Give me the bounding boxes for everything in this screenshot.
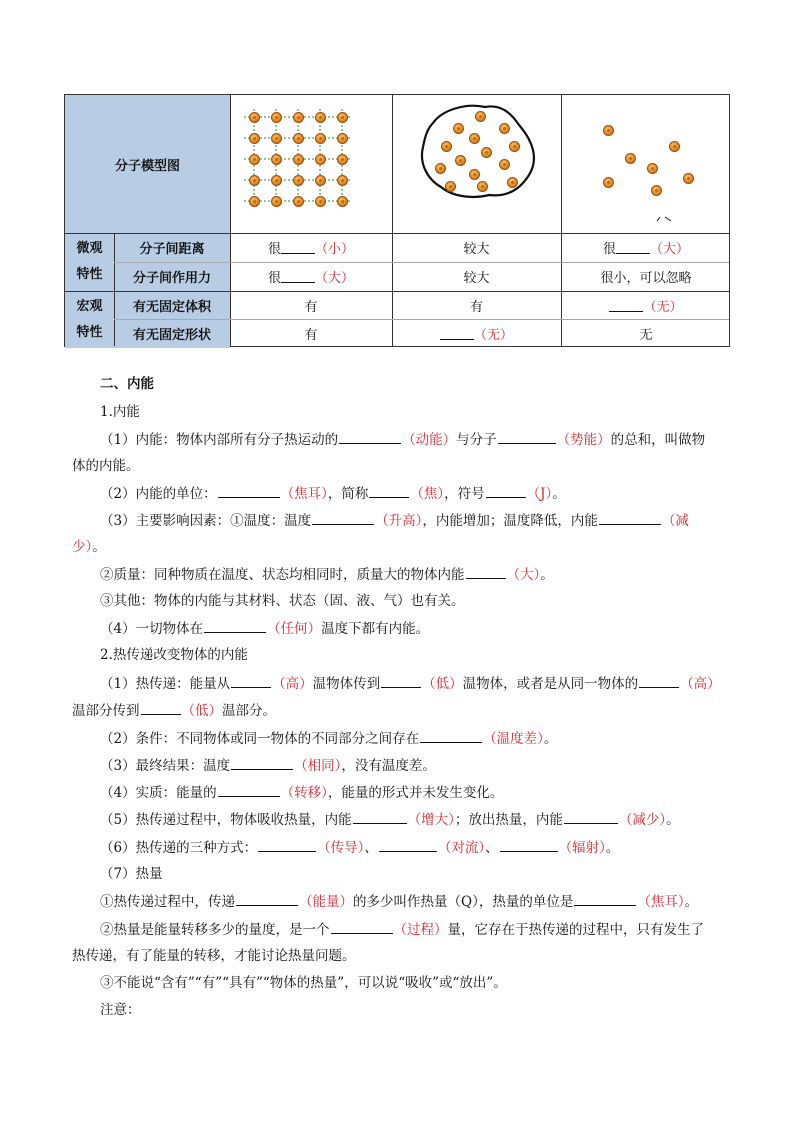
solid-force-cell	[230, 262, 392, 291]
molecule-icon	[435, 163, 446, 174]
text: 体的内能。	[72, 458, 140, 474]
molecule-icon	[315, 196, 326, 207]
blank-line	[331, 920, 393, 934]
state-comparison-table	[64, 94, 730, 347]
text: ，内能增加；温度降低，内能	[422, 513, 598, 529]
text: 。	[605, 840, 620, 856]
model-label-cell	[65, 95, 230, 233]
text: （7）热量	[100, 866, 163, 882]
micro-label-2: 特性	[76, 267, 103, 282]
text: ③不能说“含有”“有”“具有”“物体的热量”，可以说“吸收”或“放出”。	[100, 975, 507, 991]
solid-distance-prefix: 很	[267, 242, 281, 257]
text: 热传递，有了能量的转移，才能讨论热量问题。	[72, 948, 356, 964]
gas-force-cell	[561, 262, 731, 291]
text: 温部分传到	[72, 703, 140, 719]
text: （5）热传递过程中，物体吸收热量，内能	[100, 812, 352, 828]
molecule-icon	[469, 133, 480, 144]
liquid-shape-cell	[392, 319, 561, 348]
blank-line	[231, 674, 271, 688]
paragraph-line	[100, 592, 465, 610]
paragraph-line	[72, 457, 140, 475]
molecule-icon	[481, 147, 492, 158]
paragraph-line	[100, 783, 503, 802]
molecule-icon	[477, 181, 488, 192]
text: ，简称	[327, 486, 369, 502]
answer: （相同）	[294, 758, 342, 774]
text: 的多少叫作热量（Q），热量的单位是	[353, 894, 574, 910]
row-distance-text: 分子间距离	[139, 242, 205, 257]
text: 、	[485, 840, 499, 856]
answer: （减少）	[618, 812, 667, 828]
paragraph-line	[100, 674, 721, 693]
paragraph-line	[72, 947, 356, 965]
blank-line	[141, 701, 181, 715]
blank-line	[379, 838, 437, 852]
text: （4）实质：能量的	[100, 785, 217, 801]
molecule-icon	[249, 154, 260, 165]
answer: （对流）	[437, 840, 486, 856]
paragraph-line	[72, 701, 276, 720]
blank-line	[218, 783, 280, 797]
answer: （动能）	[402, 432, 457, 448]
blank-line	[258, 838, 316, 852]
blank-line	[231, 756, 293, 770]
paragraph-line	[100, 565, 554, 584]
solid-molecule-model-image	[240, 107, 380, 217]
subheading-text: 2.热传递改变物体的内能	[100, 647, 248, 663]
answer: （过程）	[393, 922, 448, 938]
gas-shape-cell	[561, 319, 731, 348]
molecule-icon	[293, 196, 304, 207]
molecule-icon	[453, 123, 464, 134]
molecule-icon	[337, 112, 348, 123]
molecule-icon	[475, 111, 486, 122]
liquid-distance: 较大	[463, 242, 490, 257]
blank-line	[639, 674, 679, 688]
answer: （任何）	[267, 621, 322, 637]
solid-force-prefix: 很	[267, 271, 281, 286]
macro-label-1: 宏观	[76, 298, 103, 314]
blank-line	[564, 810, 618, 824]
subheading-internal-energy	[100, 403, 140, 421]
molecule-icon	[249, 112, 260, 123]
answer: （辐射）	[558, 840, 606, 856]
liquid-force-cell	[392, 262, 561, 291]
molecule-icon	[315, 112, 326, 123]
text: 温度下都有内能。	[321, 621, 430, 637]
molecule-icon	[625, 153, 636, 164]
answer: （焦耳）	[637, 894, 685, 910]
molecule-icon	[337, 133, 348, 144]
row-force-label	[114, 262, 230, 291]
solid-distance-cell	[230, 233, 392, 262]
section-heading	[100, 375, 154, 393]
molecule-icon	[315, 175, 326, 186]
text: （3）最终结果：温度	[100, 758, 231, 774]
micro-label-1: 微观	[76, 241, 103, 256]
text: （6）热传递的三种方式：	[100, 840, 258, 856]
paragraph-line	[72, 538, 106, 556]
molecule-icon	[669, 141, 680, 152]
molecule-icon	[507, 177, 518, 188]
text: 。	[666, 812, 680, 828]
text: （2）内能的单位：	[100, 486, 217, 502]
row-volume-label	[114, 291, 230, 319]
solid-lattice-lines	[240, 107, 380, 217]
gas-force: 很小，可以忽略	[600, 271, 692, 286]
text: 温物体传到	[312, 676, 381, 692]
molecule-icon	[271, 196, 282, 207]
liquid-molecule-model-image	[415, 101, 540, 201]
molecule-icon	[445, 181, 456, 192]
liquid-distance-cell	[392, 233, 561, 262]
liquid-volume-cell	[392, 291, 561, 319]
row-force-text: 分子间作用力	[132, 271, 211, 286]
text: 温物体，或者是从同一物体的	[462, 676, 639, 692]
solid-force-answer: （大）	[315, 271, 355, 286]
blank-line	[339, 430, 401, 444]
molecule-icon	[249, 196, 260, 207]
liquid-force: 较大	[463, 271, 490, 286]
blank-line	[466, 565, 506, 579]
blank-line	[609, 299, 643, 312]
molecule-icon	[441, 141, 452, 152]
answer: （大）	[506, 567, 541, 583]
text: 。	[684, 894, 699, 910]
molecule-icon	[337, 154, 348, 165]
row-volume-text: 有无固定体积	[132, 299, 211, 315]
answer: （温度差）	[483, 731, 544, 747]
text: ，符号	[444, 486, 485, 502]
text: 量，它存在于热传递的过程中，只有发生了	[447, 922, 704, 938]
gas-molecule-model-image	[595, 117, 705, 227]
text: ②热量是能量转移多少的量度，是一个	[100, 922, 330, 938]
molecule-icon	[271, 133, 282, 144]
paragraph-line	[100, 920, 704, 939]
text: ，能量的形式并未发生变化。	[327, 785, 504, 801]
molecule-icon	[499, 159, 510, 170]
blank-line	[500, 838, 558, 852]
liquid-volume: 有	[469, 299, 483, 315]
text: 。	[540, 567, 554, 583]
subheading-text: 1.内能	[100, 404, 140, 420]
macro-label-2: 特性	[76, 324, 103, 340]
paragraph-line	[100, 892, 698, 911]
molecule-icon	[603, 177, 614, 188]
blank-line	[312, 511, 374, 525]
gas-shape: 无	[639, 328, 653, 343]
paragraph-line	[100, 974, 507, 992]
molecule-icon	[455, 155, 466, 166]
answer: （高）	[272, 676, 313, 692]
answer: （能量）	[299, 894, 353, 910]
molecule-icon	[499, 123, 510, 134]
text: 注意：	[100, 1002, 141, 1018]
row-shape-label	[114, 319, 230, 348]
molecule-icon	[315, 154, 326, 165]
molecule-icon	[337, 175, 348, 186]
answer: （高）	[680, 676, 721, 692]
text: 。	[543, 731, 558, 747]
text: ②质量：同种物质在温度、状态均相同时，质量大的物体内能	[100, 567, 465, 583]
blank-line	[281, 241, 315, 254]
blank-line	[281, 270, 315, 283]
text: ；放出热量，内能	[454, 812, 563, 828]
answer: （低）	[181, 703, 222, 719]
solid-volume-cell	[230, 291, 392, 319]
text: （1）热传递：能量从	[100, 676, 231, 692]
blank-line	[353, 810, 407, 824]
molecule-icon	[271, 175, 282, 186]
gas-volume-answer: （无）	[643, 299, 683, 315]
answer: （低）	[422, 676, 463, 692]
gas-distance-answer: （大）	[650, 242, 690, 257]
blank-line	[381, 674, 421, 688]
blank-line	[486, 484, 526, 498]
text: （3）主要影响因素：①温度：温度	[100, 513, 312, 529]
answer: （增大）	[407, 812, 455, 828]
paragraph-line	[100, 756, 436, 775]
liquid-shape-answer: （无）	[473, 328, 513, 343]
blank-line	[420, 729, 482, 743]
text: ①热传递过程中，传递	[100, 894, 235, 910]
blank-line	[574, 892, 636, 906]
text: 。	[92, 539, 106, 555]
molecule-icon	[249, 133, 260, 144]
gas-distance-cell	[561, 233, 731, 262]
paragraph-line	[100, 810, 680, 829]
blank-line	[616, 241, 650, 254]
answer: （升高）	[375, 513, 423, 529]
text: 温部分。	[222, 703, 276, 719]
text: 与分子	[456, 432, 497, 448]
answer: （焦）	[410, 486, 445, 502]
paragraph-line	[100, 1001, 141, 1019]
molecule-icon	[509, 141, 520, 152]
answer: （传导）	[317, 840, 365, 856]
text: ，没有温度差。	[341, 758, 436, 774]
molecule-icon	[293, 112, 304, 123]
subheading-heat-transfer	[100, 646, 248, 664]
molecule-icon	[683, 173, 694, 184]
molecule-icon	[249, 175, 260, 186]
text: ③其他：物体的内能与其材料、状态（固、液、气）也有关。	[100, 593, 465, 609]
answer: 少）	[72, 539, 93, 555]
paragraph-line	[100, 865, 163, 883]
text: 。	[552, 486, 566, 502]
text: 、	[364, 840, 378, 856]
paragraph-line	[100, 729, 557, 748]
paragraph-line	[100, 430, 705, 449]
blank-line	[204, 619, 266, 633]
molecule-icon	[469, 169, 480, 180]
solid-distance-answer: （小）	[315, 242, 355, 257]
molecule-icon	[603, 125, 614, 136]
solid-shape: 有	[304, 328, 318, 343]
row-shape-text: 有无固定形状	[132, 328, 211, 343]
blank-line	[236, 892, 298, 906]
solid-volume: 有	[304, 299, 318, 315]
gas-volume-cell	[561, 291, 731, 319]
blank-line	[369, 484, 409, 498]
gas-distance-prefix: 很	[602, 242, 616, 257]
blank-line	[218, 484, 280, 498]
answer: （减	[661, 513, 689, 529]
model-label: 分子模型图	[114, 158, 180, 174]
paragraph-line	[100, 484, 566, 503]
text: 的总和，叫做物	[610, 432, 706, 448]
molecule-icon	[293, 133, 304, 144]
text: （4）一切物体在	[100, 621, 204, 637]
molecule-icon	[651, 185, 662, 196]
text: （2）条件：不同物体或同一物体的不同部分之间存在	[100, 731, 420, 747]
molecule-icon	[315, 133, 326, 144]
text: （1）内能：物体内部所有分子热运动的	[100, 432, 339, 448]
molecule-icon	[337, 196, 348, 207]
macro-group-cell	[65, 291, 114, 348]
blank-line	[599, 511, 661, 525]
paragraph-line	[100, 511, 689, 530]
molecule-icon	[271, 112, 282, 123]
section-heading-text: 二、内能	[100, 376, 154, 392]
molecule-icon	[293, 175, 304, 186]
solid-shape-cell	[230, 319, 392, 348]
molecule-icon	[647, 163, 658, 174]
blank-line	[440, 327, 474, 340]
answer: （焦耳）	[280, 486, 328, 502]
micro-group-cell	[65, 233, 114, 291]
blank-line	[498, 430, 556, 444]
molecule-icon	[271, 154, 282, 165]
answer: （势能）	[556, 432, 611, 448]
paragraph-line	[100, 619, 429, 638]
answer: （J）	[526, 486, 553, 502]
molecule-icon	[293, 154, 304, 165]
answer: （转移）	[280, 785, 328, 801]
row-distance-label	[114, 233, 230, 262]
paragraph-line	[100, 838, 619, 857]
